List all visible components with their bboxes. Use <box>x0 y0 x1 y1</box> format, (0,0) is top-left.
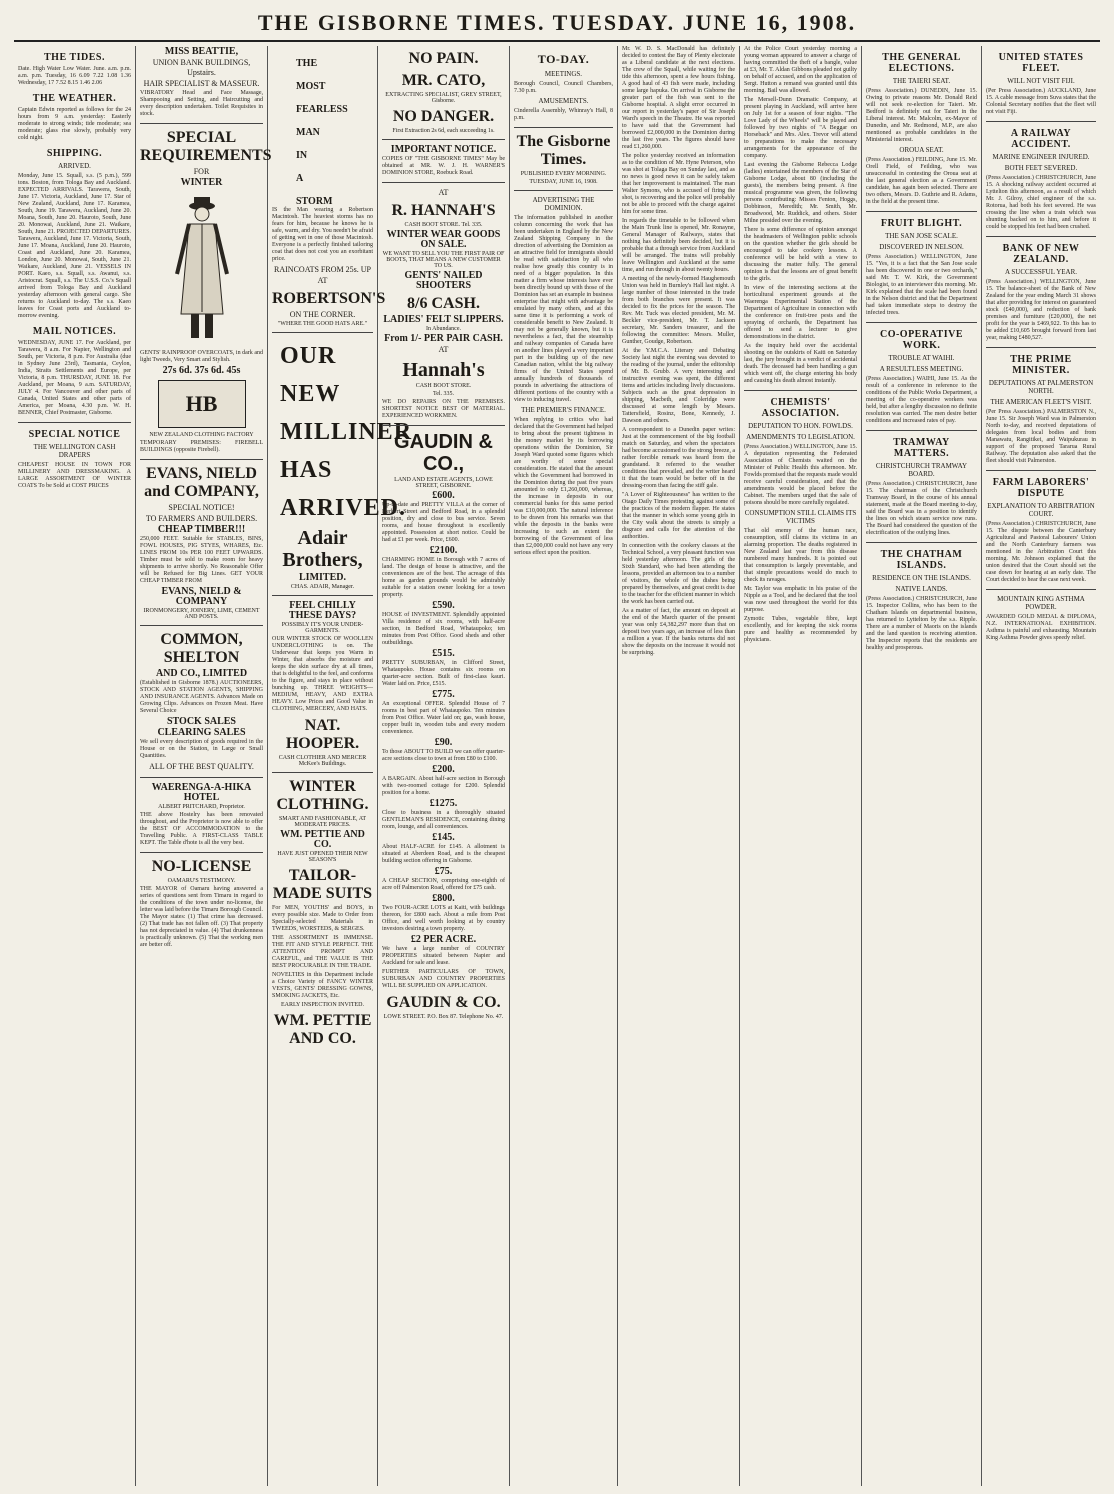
meetings-text: Borough Council, Council Chambers, 7.30 p.m. <box>514 81 613 94</box>
divider <box>382 425 505 426</box>
inspection-text: EARLY INSPECTION INVITED. <box>280 1002 364 1008</box>
prime-minister-sub: DEPUTATIONS AT PALMERSTON NORTH. <box>988 379 1094 395</box>
news-item-10: At the Police Court yesterday morning a young woman appeared to answer a charge of having committed the theft of a bangle, value at £3, Mr. T. Aldan Gibbons pleaded not guilty on behalf of accused, and on the application of Sergt. Hutton a remand was granted until this morning. Bail was allowed. <box>744 46 857 94</box>
farm-dispute-sub: EXPLANATION TO ARBITRATION COURT. <box>987 502 1095 518</box>
page-columns <box>14 46 1100 1486</box>
rail-heading: A RAILWAY ACCIDENT. <box>1010 128 1072 150</box>
listing-text-3: HOUSE of INVESTMENT. Splendidly appointed Villa residence of six rooms, with half-acre section, in Bedford Road, Whataupoko; ten minutes from Post Office. Good sheds and other outbuildings. <box>382 612 505 646</box>
listing-price-11: £800. <box>432 893 455 904</box>
prime-minister-text: (Per Press Association.) PALMERSTON N., June 15. Sir Joseph Ward was in Palmerston North to-day, and received deputations of delegates from local bodies and from Manawatu, Rangitikei, and Waipukurau in support of the proposed Tararua Rural Railway. The deputation also asked that the fleet should visit Palmerston. <box>986 409 1096 464</box>
divider <box>140 459 263 460</box>
milliner-word-arrived: ARRIVED. <box>280 495 407 521</box>
hotel-heading: WAERENGA-A-HIKA HOTEL <box>151 782 252 803</box>
divider <box>382 182 505 183</box>
news-item-7: "A Lover of Righteousness" has written to the Otago Daily Times protesting against some of the practices of the modern flapper. He states that the manner in which some young girls in the City walk about the streets is simply a disgrace and calls for the attention of the authorities. <box>622 492 735 540</box>
hannah-sub: CASH BOOT STORE. Tel. 335. <box>404 222 483 228</box>
hannahs-sub: CASH BOOT STORE. <box>415 383 472 389</box>
news-item-9: As a matter of fact, the amount on deposit at the end of the March quarter of the present year was only £4,382,297 more than that on deposit two years ago, an increase of less than a million a year. If the banks returns did not show the deposits on the increase it would not be surprising. <box>622 608 735 656</box>
no-pain-heading: NO PAIN. <box>408 50 479 67</box>
hotel-text: THE above Hostelry has been renovated throughout, and the Proprietor is now able to offer the BEST OF ACCOMMODATION to the Travelling Public. A FIRST-CLASS TABLE KEPT. The Table d'hote is all the very best. <box>140 812 263 846</box>
divider <box>744 390 857 391</box>
divider <box>866 542 977 543</box>
today-heading: TO-DAY. <box>537 52 590 66</box>
blight-text: (Press Association.) WELLINGTON, June 15. "Yes, it is a fact that the San Jose scale has been discovered in one or two orchards," said Mr. T. W. Kirk, the Government Biologist, to an interviewer this morning. Mr. Kirk explained that the scale had been found in the Nelson district and that the Department had taken immediate steps to destroy the infected trees. <box>866 254 977 316</box>
storm-text: IS the Man wearing a Robertson Macintosh. The heaviest storms has no fears for him, because he knows he is safe, warm, and dry. You needn't be afraid of getting wet in one of those Macintosh. Everyone is a perfectly finished tailoring coat that does not cost you an exorbitant price. <box>272 207 373 262</box>
repairs-text: WE DO REPAIRS ON THE PREMISES. SHORTEST NOTICE BEST OF MATERIAL. EXPERIENCED WORKMEN. <box>382 399 505 419</box>
no-danger-heading: NO DANGER. <box>392 108 495 125</box>
adair-heading: Adair Brothers, <box>282 527 363 571</box>
weather-text: Captain Edwin reported as follows for the 24 hours from 9 a.m. yesterday: Easterly moderate to strong winds; tide moderate; sea moderate; glass rise slowly, probably very cold night. <box>18 107 131 141</box>
divider <box>514 127 613 128</box>
column-2 <box>136 46 272 1486</box>
divider <box>986 347 1096 348</box>
hannah-heading: R. HANNAH'S <box>391 202 496 219</box>
paper-name: The Gisborne Times. <box>516 133 611 168</box>
news-item-6: A correspondent to a Dunedin paper writes: Just at the commencement of the big football match on Saturday, and when the spectators had become accustomed to the strong breeze, a rather forcible remark was heard from the grandstand. It referred to the weather conditions that prevailed, and the writer heard it that the team would be better off in the dressing-room than facing the stiff gale. <box>622 427 735 489</box>
from-price: From 1/- PER PAIR CASH. <box>384 333 503 344</box>
oroua-text: (Press Association.) FEILDING, June 15. Mr. Orell Field, of Feilding, who was unsuccessful in contesting the Oroua seat at the last general election as a Government candidate, has again been selected. There are two others, Messrs. D. Guthrie and R. Adams, in the field at the present time. <box>866 157 977 205</box>
divider <box>866 211 977 212</box>
common-shelton-text-2: We sell every description of goods required in the House or on the Station, in Large or Small Quantities. <box>140 739 263 759</box>
zymotic-text: Zymotic Tubes, vegetable fibre, kept excellently, and for keeping the sick rooms pure and healthy as recommended by physicians. <box>744 616 857 643</box>
shipping-text: Monday, June 15. Squall, s.s. (5 p.m.), 599 tons. Boston, from Tologa Bay and Auckland. EXPECTED ARRIVALS. Tarawera, South, June 17. Victoria, Auckland, June 17. Star of New Zealand, Auckland, June 17. Karamea, South, June 19. Tarawera, Auckland, June 20. Moana, South, June 20. Hauroto, South, June 20. Monowai, Auckland, June 21. Waikare, South, June 21. PROJECTED DEPARTURES. Tarawera, Auckland, June 17. Victoria, South, June 17. Moana, Auckland, June 20. Hauroto, Coast and Auckland, June 20. Karamea, London, June 20. Monowai, South, June 21. Waikare, Auckland, June 21. VESSELS IN PORT. Kaeo, s.s. Squall, s.s. Awanui, s.s. Aristocrat. Squall, s.s. The U.S.S. Co.'s Squall arrived from Tologa Bay and Auckland yesterday afternoon with general cargo. She returns to Auckland to-day. The s.s. Kaeo leaves for Coast ports and Auckland to-morrow evening. <box>18 173 131 319</box>
elections-sub: THE TAIERI SEAT. <box>892 77 951 85</box>
shooters: GENTS' NAILED SHOOTERS <box>404 270 483 291</box>
pettie-heading: WM. PETTIE AND CO. <box>280 829 365 850</box>
beattie-trade: HAIR SPECIALIST & MASSEUR. <box>143 79 260 88</box>
clearing-sales: CLEARING SALES <box>157 727 246 738</box>
premises-text: TEMPORARY PREMISES: FIREBELL BUILDINGS (opposite Firebell). <box>140 440 263 453</box>
listing-text-6: To those ABOUT TO BUILD we can offer quarter-acre sections close to town at from £80 to £100. <box>382 749 505 762</box>
coat-prices: 27s 6d. 37s 6d. 45s <box>162 365 241 376</box>
consumption-text: That old enemy of the human race, consumption, still claims its victims in an alarming proportion. The deaths registered in New Zealand last year from this disease numbered many hundreds. It is pointed out that consumption is largely preventable, and that simple precautions would do much to check its ravages. <box>744 528 857 583</box>
tides-heading: THE TIDES. <box>44 52 105 63</box>
hotel-proprietor: ALBERT PRITCHARD, Proprietor. <box>158 804 245 810</box>
bank-text: (Press Association.) WELLINGTON, June 15. The balance-sheet of the Bank of New Zealand for the year ending March 31 shows that after providing for interest on guaranteed stock (£40,000), and reduction of bank premises and furniture (£20,000), the net profit for the year is £469,922. To this has to be added £10,605 brought forward from last year, making £480,527. <box>986 279 1096 341</box>
divider <box>18 422 131 423</box>
storm-word-the: THE <box>296 58 318 69</box>
news-item-8: In connection with the cookery classes at the Technical School, a very pleasant function was held yesterday afternoon. The girls of the Sixth Standard, who had been attending the lessons, provided an afternoon tea to a number of visitors, the whole of the dishes being prepared by themselves, and great credit is due to the teacher for the efficient manner in which the work has been carried out. <box>622 543 735 605</box>
editorial-heading: ADVERTISING THE DOMINION. <box>532 196 595 212</box>
gaudin-sub: LAND AND ESTATE AGENTS, LOWE STREET, GISBORNE. <box>394 477 493 489</box>
hannahs-heading: Hannah's <box>402 359 485 381</box>
storm-word-fearless: FEARLESS <box>296 104 348 115</box>
tram-text: (Press Association.) CHRISTCHURCH, June 15. The chairman of the Christchurch Tramway Board, in the course of his annual statement, made at the Board meeting to-day, said the Board was in a position to identify the lines on which steam service now runs. The Board had considered the question of the electrification of the outlying lines. <box>866 481 977 536</box>
hb-logo: HB <box>158 380 246 428</box>
listing-price-10: £75. <box>434 866 453 877</box>
listing-price-1: £600. <box>432 490 455 501</box>
listing-text-7: A BARGAIN. About half-acre section in Borough with two-roomed cottage for £200. Splendid position for a home. <box>382 776 505 796</box>
divider <box>272 772 373 773</box>
news-item-12: Last evening the Gisborne Rebecca Lodge (ladies) entertained the members of the Star of Gisborne Lodge, about 80 (including the guests), the members being present. A fine musical programme was given, the following persons contributing: Misses Fenton, Hoggs, Dobbinson, Meredith; Mr. Smith, Mr. Broadwood, Mr. Ruddick, and others. Sister Milne presided over the evening. <box>744 162 857 224</box>
hannahs-at: AT <box>438 345 449 354</box>
fit-text: WE WANT TO SELL YOU THE FIRST PAIR OF BOOTS, THAT MEANS A NEW CUSTOMER TO US. <box>382 251 505 269</box>
chilly-heading: FEEL CHILLY THESE DAYS? <box>288 600 357 621</box>
special-notice-heading: SPECIAL NOTICE <box>28 429 121 440</box>
no-license-text: THE MAYOR of Oamaru having answered a series of questions sent from Timaru in regard to the conditions of the town under no-license, the letter was laid before the Timaru Borough Council. The Mayor states: (1) That crime has decreased. (2) That trade has not fallen off. (3) That property has not depreciated in value. (4) That drunkenness is practically unknown. (5) That the working men are better off. <box>140 886 263 948</box>
shipping-heading: SHIPPING. <box>46 148 103 159</box>
prime-minister-heading: THE PRIME MINISTER. <box>1010 354 1072 376</box>
divider <box>140 625 263 626</box>
cato-sub: EXTRACTING SPECIALIST, GREY STREET, Gisborne. <box>385 92 502 104</box>
robertson-slogan: "WHERE THE GOOD HATS ARE." <box>277 321 368 327</box>
no-license-sub: OAMARU'S TESTIMONY. <box>167 878 236 884</box>
mail-text: WEDNESDAY, JUNE 17. For Auckland, per Tarawera, 8 a.m. For Napier, Wellington and South, per Victoria, 8 p.m. For Australia (due in Sydney June 23rd), Tasmania, Ceylon, India, Straits Settlements and Europe, per Victoria, 8 p.m. THURSDAY, JUNE 18. For Auckland, per Moana, 9 a.m. SATURDAY, JULY 4. For Vancouver and other parts of Canada, United States and other parts of America, per Moana, 4.30 p.m. W. H. BENNER, Chief Postmaster, Gisborne. <box>18 340 131 416</box>
listing-text-5: An exceptional OFFER. Splendid House of 7 rooms in best part of Whataupoko. Ten minutes from Post Office. Water laid on; gas, wash house, copper built in, wooden tubs and every modern convenience. <box>382 701 505 735</box>
coats-text: GENTS' RAINPROOF OVERCOATS, in dark and light Tweeds, Very Smart and Stylish. <box>140 350 263 363</box>
taylor-text: Mr. Taylor was emphatic in his praise of the Nipple as a Tool, and he declared that the tool was now used throughout the world for this purpose. <box>744 586 857 613</box>
gaudin-footer-sub: LOWE STREET. P.O. Box 87. Telephone No. 47. <box>383 1014 504 1020</box>
coop-sub-2: A RESULTLESS MEETING. <box>879 365 964 373</box>
common-shelton-text: (Established in Gisborne 1878.) AUCTIONEERS, STOCK AND STATION AGENTS, SHIPPING AND INSURANCE AGENTS. Advances Made on Growing Clips. Advances on Frozen Meat. Have Several Choice <box>140 680 263 714</box>
hooper-heading: NAT. HOOPER. <box>285 717 360 752</box>
special-requirements-heading: SPECIAL REQUIREMENTS <box>140 129 272 164</box>
special-notice-text: CHEAPEST HOUSE IN TOWN FOR MILLINERY AND DRESSMAKING. A LARGE ASSORTMENT OF WINTER COATS To be Sold at COST PRICES <box>18 462 131 489</box>
assortment-text: THE ASSORTMENT IS IMMENSE. THE FIT AND STYLE PERFECT. THE ATTENTION PROMPT AND CAREFUL, and THE VALUE IS THE BEST PROCURABLE IN THE TRADE. <box>272 935 373 969</box>
evans-name-2: EVANS, NIELD & COMPANY <box>161 586 242 607</box>
tram-heading: TRAMWAY MATTERS. <box>893 437 950 459</box>
rail-sub: MARINE ENGINEER INJURED. <box>992 153 1090 161</box>
shooters-price: 8/6 CASH. <box>407 295 480 312</box>
fleet-heading: UNITED STATES FLEET. <box>998 52 1084 74</box>
divider <box>986 236 1096 237</box>
divider <box>272 595 373 596</box>
amusements-heading: AMUSEMENTS. <box>538 97 589 105</box>
tailor-text: For MEN, YOUTHS' and BOYS, in every possible size. Made to Order from Specially-selected Materials in TWEEDS, WORSTEDS, & SERGES. <box>272 905 373 932</box>
evans-text: 250,000 FEET. Suitable for STABLES, BINS, FOWL HOUSES, PIG STYES, WHARES, Etc. LINES FROM 10s PER 100 FEET UPWARDS. Timber must be sold to make room for heavy shipments to arrive shortly. No Reasonable Offer will be Refused for Big Lines. GET YOUR CHEAP TIMBER FROM <box>140 536 263 584</box>
evans-heading: EVANS, NIELD and COMPANY, <box>144 465 259 500</box>
column-5 <box>510 46 618 1486</box>
divider <box>866 322 977 323</box>
no-license-heading: NO-LICENSE <box>151 858 252 875</box>
hb-caption: NEW ZEALAND CLOTHING FACTORY <box>149 432 254 438</box>
chilly-text: OUR WINTER STOCK OF WOOLLEN UNDERCLOTHING is on. The Underwear that keeps you Warm in Winter, that absorbs the moisture and keeps the skin surface dry at all times, that is delightful to the feel, and conforms to the figure, and stays in place without bunching up. THREE WEIGHTS—MEDIUM, HEAVY, AND EXTRA HEAVY. Low Prices and Good Value in CLOTHING, MERCERY, AND HATS. <box>272 636 373 712</box>
news-item-15: As the inquiry held over the accidental shooting on the outskirts of Kaiti on Saturday last, the jury brought in a verdict of accidental death. The deceased had been handling a gun which went off, the charge entering his body and causing his death almost instantly. <box>744 343 857 384</box>
column-8 <box>862 46 982 1486</box>
robertson-corner: ON THE CORNER. <box>289 310 356 319</box>
listing-price-3: £590. <box>432 600 455 611</box>
listing-price-5: £775. <box>432 689 455 700</box>
divider <box>140 852 263 853</box>
special-winter: WINTER <box>180 177 223 188</box>
column-6 <box>618 46 740 1486</box>
tides-text: Date. High Water Low Water. June. a.m. p.m. a.m. p.m. Tuesday, 16 6.09 7.22 1.08 1.36 Wednesday, 17 7.52 8.15 1.46 2.06 <box>18 66 131 86</box>
chemists-text: (Press Association.) WELLINGTON, June 15. A deputation representing the Federated Association of Chemists waited on the Minister of Public Health this afternoon. Mr. Fowlds promised that the requests made would receive careful consideration, and that the amendments would be placed before the Cabinet. The members urged that the sale of poisons should be more carefully regulated. <box>744 444 857 506</box>
divider <box>986 121 1096 122</box>
column-3 <box>268 46 413 1486</box>
divider <box>140 777 263 778</box>
robertson-heading: ROBERTSON'S <box>272 290 386 307</box>
gaudin-heading: GAUDIN & CO., <box>394 431 493 475</box>
newspaper-title: THE GISBORNE TIMES. TUESDAY. JUNE 16, 1908. <box>257 10 857 35</box>
gaudin-footer: GAUDIN & CO. <box>386 994 501 1011</box>
storm-word-storm: STORM <box>296 196 333 207</box>
tram-sub: CHRISTCHURCH TRAMWAY BOARD. <box>875 462 968 478</box>
elections-text: (Press Association.) DUNEDIN, June 15. Owing to private reasons Mr. Donald Reid will not seek re-election for Taieri. Mr. Bedford is definitely out for Taieri in the Liberal interest. Mr. Malcolm, ex-Mayor of Dunedin, and Mr. Redmond, M.P., are also mentioned as probable candidates in the Ministerial interest. <box>866 88 977 143</box>
chatham-text: (Press Association.) CHRISTCHURCH, June 15. Inspector Collins, who has been to the Chatham Islands on departmental business, has returned to Lyttelton by the s.s. Ripple. There are a number of Maoris on the islands and the land question is receiving attention. The Inspector reports that the residents are healthy and prosperous. <box>866 596 977 651</box>
elections-heading: THE GENERAL ELECTIONS. <box>882 52 961 74</box>
hannahs-tel: Tel. 335. <box>432 391 455 397</box>
news-item-4: A meeting of the newly-formed Haughemouth Union was held in Burnley's Hall last night. A large number of those interested in the trade from both branches were present. It was decided to fix the prices for the season. The Rev. Mr. Tuck was elected president, Mr. M. Beckler vice-president, Mr. T. Jackson secretary, Mr. Sanders treasurer, and the following the committee: Messrs. Muller, Gunther, Goudge, Robertson. <box>622 276 735 345</box>
mountain-king-text: AWARDED GOLD MEDAL & DIPLOMA, N.Z. INTERNATIONAL EXHIBITION. Asthma is painful and exhausting. Mountain King Asthma Powder gives speedy relief. <box>986 614 1096 641</box>
masthead <box>14 6 1100 42</box>
coop-heading: CO-OPERATIVE WORK. <box>879 329 964 351</box>
issue-date: TUESDAY, JUNE 16, 1908. <box>529 179 598 185</box>
winter-wear: WINTER WEAR GOODS ON SALE. <box>386 229 501 250</box>
common-shelton-sub: AND CO., LIMITED <box>155 668 248 679</box>
divider <box>514 190 613 191</box>
listing-text-9: About HALF-ACRE for £145. A allotment is situated at Aberdeen Road, and is the cheapest building section offering in Gisborne. <box>382 844 505 864</box>
hooper-sub: CASH CLOTHIER AND MERCER McKee's Buildings. <box>278 755 367 767</box>
milliner-word-milliner: MILLINER <box>280 419 413 445</box>
rail-text: (Press Association.) CHRISTCHURCH, June 15. A shocking railway accident occurred at Lyttelton this afternoon, as a result of which Mr. J. Gilroy, chief engineer of the s.s. Rotorua, had both his feet severed. He was crossing the line when a train which was shunting backed on to him, and before it could be stopped his feet had been crushed. <box>986 175 1096 230</box>
news-item-2: The police yesterday received an information as to the condition of Mr. Hyne Peterson, who was shot at Tolaga Bay on Sunday last, and as no news is good news it can be safely taken that her improvement is maintained. The man Walter Symons, who is accused of firing the shot, is recovering and the police will probably not be able to proceed with the charge against him for some time. <box>622 153 735 215</box>
listing-text-12: We have a large number of COUNTRY PROPERTIES situated between Napier and Auckland for sale and lease. <box>382 946 505 966</box>
published-line: PUBLISHED EVERY MORNING. <box>520 171 607 177</box>
robertson-at: AT <box>317 276 328 285</box>
listing-text-4: PRETTY SUBURBAN, in Clifford Street, Whataupoko. House contains six rooms on quarter-acre section. Built of first-class kauri. Water laid on. Price, £515. <box>382 660 505 687</box>
important-notice: IMPORTANT NOTICE. <box>390 144 497 155</box>
storm-word-in: IN <box>296 150 308 161</box>
milliner-word-new: NEW <box>280 381 341 407</box>
evans-to: TO FARMERS AND BUILDERS. <box>145 514 258 523</box>
pettie-text: HAVE JUST OPENED THEIR NEW SEASON'S <box>277 851 368 863</box>
premier-finance-text: When replying to critics who had declared that the Government had helped to bring about the present tightness in the money market by its borrowing operations within the Dominion, Sir Joseph Ward quoted some figures which are worthy of some special consideration. He stated that the amount which the Government had borrowed in the Dominion during the past five years amounted to only £1,260,000, whereas, the increase in deposits in our commercial banks for this same period was £10,000,000. The natural inference to be drawn from his remarks was that while the deposits in the banks were increasing to such an extent the borrowing of the Government of less than £2,000,000 could not have any very serious effect upon the position. <box>514 417 613 556</box>
novelties-text: NOVELTIES in this Department include a Choice Variety of FANCY WINTER VESTS, GENTS' DRESSING GOWNS, SMOKING JACKETS, Etc. <box>272 972 373 999</box>
column-9 <box>982 46 1100 1486</box>
news-item-3: In regards the timetable to be followed when the Main Trunk line is opened, Mr. Ronayne, General Manager of Railways, states that nothing has definitely been decided, but it is probable that a through service from Auckland will be arranged. The trains will probably leave Wellington and Auckland at the same time, and run through in about twenty hours. <box>622 218 735 273</box>
chemists-sub: DEPUTATION TO HON. FOWLDS. <box>748 422 853 430</box>
further-text: FURTHER PARTICULARS OF TOWN, SUBURBAN AND COUNTRY PROPERTIES WILL BE SUPPLIED ON APPLICATION. <box>382 969 505 989</box>
news-item-13: There is some difference of opinion amongst the headmasters of Wellington public schools on the question whether the girls should be encouraged to take cookery lessons. A conference will be held with a view to discussing the matter fully. The general opinion is that the lessons are of great benefit to the girls. <box>744 227 857 282</box>
common-shelton-heading: COMMON, SHELTON <box>160 631 243 666</box>
listing-price-8: £1275. <box>429 798 458 809</box>
listing-text-11: Two FOUR-ACRE LOTS at Kaiti, with buildings thereon, for £800 each. About a mile from Post Office, and well worth looking at by country investors desiring a town property. <box>382 905 505 932</box>
storm-word-most: MOST <box>296 81 326 92</box>
news-item-11: The Mersell-Dunn Dramatic Company, at present playing in Auckland, will arrive here on July 1st for a season of four nights. "The Love Lady of the Wheels" will be played and followed by two nights of "A Beggar on Horseback" and Mrs. Alex. Trevor will attend to preparations to make the necessary arrangements for the appearance of the company. <box>744 97 857 159</box>
column-4 <box>378 46 510 1486</box>
listing-text-10: A CHEAP SECTION, comprising one-eighth of acre off Palmerston Road, offered for £75 cash. <box>382 878 505 891</box>
mail-heading: MAIL NOTICES. <box>32 326 117 337</box>
column-7 <box>740 46 862 1486</box>
news-item-5: At the Y.M.C.A. Literary and Debating Society last night the evening was devoted to the reading of the journal, under the editorship of Mr. B. Grubb. A very interesting and instructive evening was spent, the different items and articles including lively discussions. Subjects such as the great depression in shipping, Macbeth, and Coleridge were discussed at some length by Messrs. Tattersfield, Rosinz, Bone, Kennedy, J. Dawson and others. <box>622 348 735 424</box>
bank-heading: BANK OF NEW ZEALAND. <box>1002 243 1080 265</box>
man-in-overcoat-illustration <box>167 194 237 344</box>
divider <box>986 589 1096 590</box>
news-item-14: In view of the interesting sections at the horticultural experiment grounds at the Waerenga Experimental Station of the Department of Agriculture in connection with the conference on fruit-tree pests and the spraying of orchards, the Department has offered to send a lecturer to give demonstrations in the district. <box>744 285 857 340</box>
editorial-text: The information published in another column concerning the work that has been undertaken in England by the New Zealand Shipping Company in the direction of advertising the Dominion as an attractive field for immigrants should be read with satisfaction by all who realise how greatly this country is in need of a bigger population. In this matter a firm whose interests have ever been directly bound up with those of the Dominion has set an example in business enterprise that might with advantage be emulated by many others, and at this same time it is performing a work of considerable benefit to New Zealand. It may not be generally known, but it is nevertheless a fact, that the steamship and railway companies of Canada have on another lines played a very important part in the building up of the new Canadian nation, whilst the big railway firms of the United States spend annually hundreds of thousands of pounds in advertising the attractions of different portions of the country with a view to inducing travel. <box>514 215 613 403</box>
beattie-text: VIBRATORY Head and Face Massage, Shampooing and Setting, and Haircutting and every description undertaken. Toilet Requisites in stock. <box>140 90 263 117</box>
beattie-name: MISS BEATTIE, <box>164 46 239 57</box>
smart-text: SMART AND FASHIONABLE, AT MODERATE PRICES. <box>278 816 367 828</box>
listing-price-4: £515. <box>432 648 455 659</box>
tailor-made-heading: TAILOR-MADE SUITS <box>272 867 373 902</box>
divider <box>866 430 977 431</box>
no-danger-sub: First Extraction 2s 6d, each succeeding 1s. <box>392 128 495 134</box>
beattie-address: UNION BANK BUILDINGS, Upstairs. <box>152 58 251 77</box>
chatham-sub: RESIDENCE ON THE ISLANDS. <box>872 574 971 582</box>
special-notice-sub: THE WELLINGTON CASH DRAPERS <box>33 443 116 459</box>
consumption-heading: CONSUMPTION STILL CLAIMS ITS VICTIMS <box>744 509 857 525</box>
listing-text-1: Up-to-date and PRETTY VILLA at the corner of Herbert Street and Bedford Road, in a splendid position, dry and close to bus service. Seven rooms, and house throughout is excellently appointed. Possession at short notice. Could be had at £1 per week. Price, £600. <box>382 502 505 543</box>
listing-price-12: £2 PER ACRE. <box>410 934 477 945</box>
listing-price-6: £90. <box>434 737 453 748</box>
weather-heading: THE WEATHER. <box>32 93 117 104</box>
cato-heading: MR. CATO, <box>401 72 486 89</box>
rail-sub-2: BOTH FEET SEVERED. <box>1004 164 1078 172</box>
slippers-sub: In Abundance. <box>426 326 461 332</box>
listing-price-7: £200. <box>432 764 455 775</box>
blight-sub-2: DISCOVERED IN NELSON. <box>879 243 964 251</box>
copies-text: COPIES OF "THE GISBORNE TIMES" May be obtained at MR. W. J. H. WARNER'S DOMINION STORE, Roebuck Road. <box>382 156 505 176</box>
listing-text-8: Close to business in a thoroughly situated GENTLEMAN'S RESIDENCE, containing dining room, lounge, and all conveniences. <box>382 810 505 830</box>
blight-heading: FRUIT BLIGHT. <box>880 218 963 229</box>
chilly-sub: POSSIBLY IT'S YOUR UNDER-GARMENTS. <box>281 622 364 634</box>
chemists-sub-2: AMENDMENTS TO LEGISLATION. <box>746 433 855 441</box>
divider <box>140 123 263 124</box>
evans-trades: IRONMONGERY, JOINERY, LIME, CEMENT AND POSTS. <box>143 608 260 620</box>
oroua-heading: OROUA SEAT. <box>899 146 944 154</box>
evans-notice: SPECIAL NOTICE! <box>168 503 235 512</box>
special-for: FOR <box>193 167 210 176</box>
adair-limited: LIMITED. <box>299 572 346 583</box>
listing-text-2: CHARMING HOME in Borough with 7 acres of land. The design of house is attractive, and the conveniences are of the best. The acreage of this home as garden grounds would be admirably suitable for a station owner looking for a town property. <box>382 557 505 598</box>
divider <box>272 332 373 333</box>
storm-word-a: A <box>296 173 304 184</box>
hannah-at: AT <box>438 188 449 197</box>
divider <box>986 470 1096 471</box>
farm-dispute-text: (Press Association.) CHRISTCHURCH, June 15. The dispute between the Canterbury Agricultural and Pastoral Labourers' Union and the North Canterbury farmers was mentioned in the Arbitration Court this morning. Mr. Johnson explained that the union desired that the Court should set the case down for hearing at an early date. The Court decided to hear the case next week. <box>986 521 1096 583</box>
listing-price-9: £145. <box>432 832 455 843</box>
evans-cheap: CHEAP TIMBER!!! <box>157 524 246 535</box>
all-best-quality: ALL OF THE BEST QUALITY. <box>149 762 254 771</box>
slippers: LADIES' FELT SLIPPERS. <box>383 314 504 325</box>
bank-sub: A SUCCESSFUL YEAR. <box>1004 268 1078 276</box>
stock-sales: STOCK SALES <box>166 716 236 727</box>
column-1 <box>14 46 136 1486</box>
prime-minister-sub-2: THE AMERICAN FLEET'S VISIT. <box>990 398 1092 406</box>
mountain-king-heading: MOUNTAIN KING ASTHMA POWDER. <box>997 595 1085 611</box>
storm-word-man: MAN <box>296 127 320 138</box>
fleet-sub: WILL NOT VISIT FIJI. <box>1007 77 1075 85</box>
amusements-text: Cinderella Assembly, Whinray's Hall, 8 p.m. <box>514 108 613 121</box>
shipping-subheading: ARRIVED. <box>58 162 91 170</box>
farm-dispute-heading: FARM LABORERS' DISPUTE <box>992 477 1090 499</box>
raincoats-price: RAINCOATS FROM 25s. UP <box>274 265 371 274</box>
chatham-heading: THE CHATHAM ISLANDS. <box>880 549 963 571</box>
divider <box>382 139 505 140</box>
chemists-heading: CHEMISTS' ASSOCIATION. <box>761 397 840 419</box>
premier-finance-heading: THE PREMIER'S FINANCE. <box>521 406 606 414</box>
adair-manager: CHAS. ADAIR, Manager. <box>290 584 355 590</box>
meetings-heading: MEETINGS. <box>544 70 583 78</box>
milliner-word-has: HAS <box>280 457 333 483</box>
blight-sub: THE SAN JOSE SCALE. <box>885 232 958 240</box>
milliner-word-our: OUR <box>280 343 337 369</box>
pettie-footer: WM. PETTIE AND CO. <box>273 1012 372 1047</box>
winter-clothing-heading: WINTER CLOTHING. <box>276 778 369 813</box>
listing-price-2: £2100. <box>429 545 458 556</box>
chatham-sub-2: NATIVE LANDS. <box>895 585 948 593</box>
fleet-text: (Per Press Association.) AUCKLAND, June 15. A cable message from Suva states that the Colonial Secretary notifies that the fleet will not visit Fiji. <box>986 88 1096 115</box>
coop-text: (Press Association.) WAIHI, June 15. As the result of a conference in reference to the conditions of the Public Works Department, a meeting of the co-operative workers was held, but after a lengthy discussion no definite resolution was carried. The men desire better conditions and increased rates of pay. <box>866 376 977 424</box>
coop-sub: TROUBLE AT WAIHI. <box>888 354 955 362</box>
news-item-1: Mr. W. D. S. MacDonald has definitely decided to contest the Bay of Plenty electorate as a Liberal candidate at the next elections. The crew of the Squall, while waiting for the tide this afternoon, spent a few hours fishing. A good haul of 43 fish were made, including some large hapuka. On arrival in Gisborne the greater part of the fish was sent to the Gisborne hospital. A slight error occurred in our report in yesterday's paper of Sir Joseph Ward's speech in the Theatre. He was reported to have said that the Government had borrowed £2,000,000 in the Dominion during the last five years. The figures should have read £1,260,000. <box>622 46 735 150</box>
